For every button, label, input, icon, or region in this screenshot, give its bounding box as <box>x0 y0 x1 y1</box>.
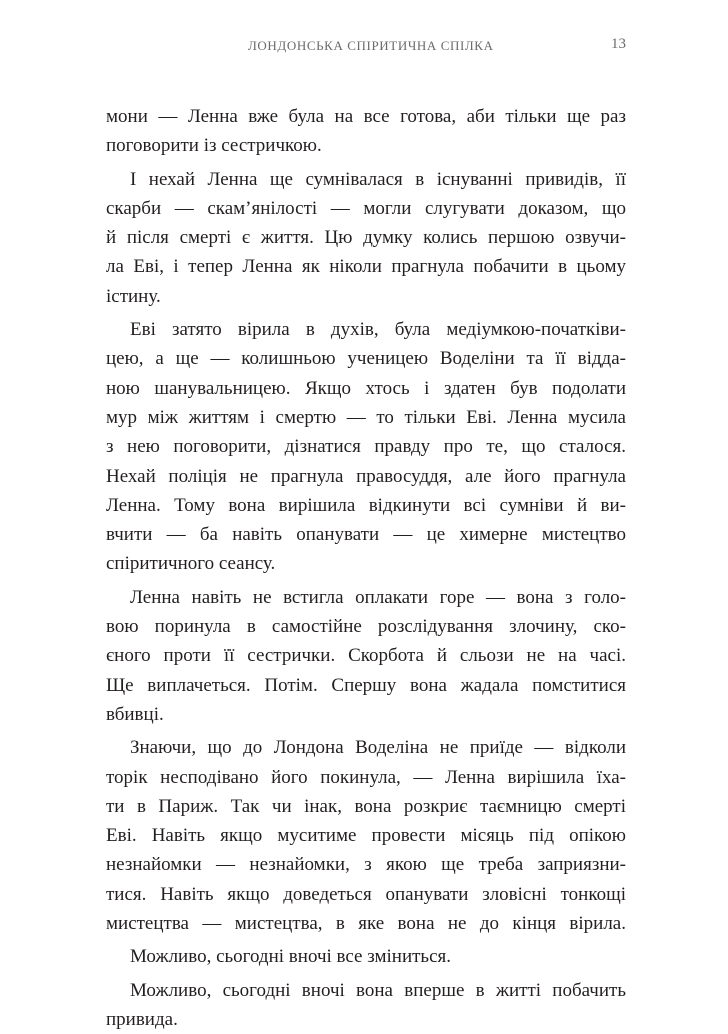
text-line: Нехай поліція не прагнула правосуддя, але його прагнула <box>106 465 626 487</box>
text-line: Еві. Навіть якщо муситиме провести місяць під опікою <box>106 825 626 847</box>
body-text <box>106 102 626 1034</box>
text-line: цею, а ще — колишньою ученицею Воделіни та її відда- <box>106 348 626 370</box>
paragraph <box>106 942 626 971</box>
text-line: тися. Навіть якщо доведеться опанувати зловісні тонкощі <box>106 883 626 905</box>
paragraph <box>106 733 626 938</box>
paragraph <box>106 165 626 311</box>
text-line: мони — Ленна вже була на все готова, аби тільки ще раз <box>106 106 626 127</box>
text-line: Ще виплачеться. Потім. Спершу вона жадала помститися <box>106 674 626 696</box>
text-line: й після смерті є життя. Цю думку колись першою озвучи- <box>106 227 626 249</box>
text-line: вчити — ба навіть опанувати — це химерне мистецтво <box>106 524 626 546</box>
running-head: ЛОНДОНСЬКА СПІРИТИЧНА СПІЛКА <box>248 38 494 53</box>
text-line: вою поринула в самостійне розслідування злочину, ско- <box>106 616 626 638</box>
text-line: єного проти її сестрички. Скорбота й сльози не на часі. <box>106 645 626 667</box>
text-line: мур між життям і смертю — то тільки Еві. Ленна мусила <box>106 406 626 428</box>
text-line: І нехай Ленна ще сумнівалася в існуванні привидів, її <box>130 168 626 190</box>
text-line: привида. <box>106 1008 178 1030</box>
paragraph <box>106 102 626 161</box>
text-line: з нею поговорити, дізнатися правду про те, що сталося. <box>106 436 626 458</box>
text-line: скарби — скам’янілості — могли слугувати доказом, що <box>106 197 626 219</box>
text-line: Еві затято вірила в духів, була медіумкою-початківи- <box>130 319 626 341</box>
text-line: Знаючи, що до Лондона Воделіна не приїде — відколи <box>130 737 626 759</box>
text-line: істину. <box>106 285 161 307</box>
paragraph <box>106 976 626 1034</box>
text-line: Можливо, сьогодні вночі вона вперше в житті побачить <box>130 979 626 1001</box>
text-line: ти в Париж. Так чи інак, вона розкриє таємницю смерті <box>106 795 626 817</box>
text-line: вбивці. <box>106 703 164 725</box>
text-line: ла Еві, і тепер Ленна як ніколи прагнула побачити в цьому <box>106 256 626 278</box>
text-line: спіритичного сеансу. <box>106 553 276 575</box>
text-line: Ленна навіть не встигла оплакати горе — вона з голо- <box>130 586 626 608</box>
paragraph <box>106 583 626 729</box>
text-line: мистецтва — мистецтва, в яке вона не до кінця вірила. <box>106 913 626 935</box>
text-line: Ленна. Тому вона вирішила відкинути всі сумніви й ви- <box>106 494 626 516</box>
text-line: Можливо, сьогодні вночі все зміниться. <box>130 946 452 968</box>
text-line: торік несподівано його покинула, — Ленна вирішила їха- <box>106 766 626 788</box>
text-line: незнайомки — незнайомки, з якою ще треба заприязни- <box>106 854 626 876</box>
paragraph <box>106 315 626 579</box>
text-line: ною шанувальницею. Якщо хтось і здатен був подолати <box>106 377 626 399</box>
page-number: 13 <box>611 36 626 52</box>
text-line: поговорити із сестричкою. <box>106 135 322 157</box>
